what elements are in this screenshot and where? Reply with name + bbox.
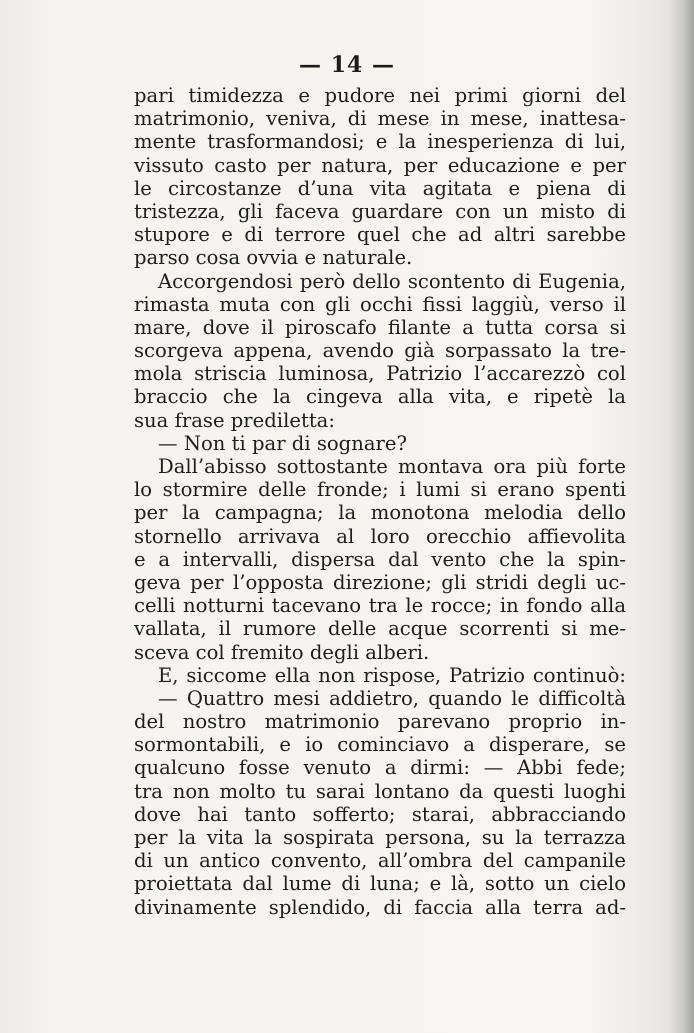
text-line: proiettata dal lume di luna; e là, sotto un cielo (134, 872, 626, 896)
text-line: celli notturni tacevano tra le rocce; in fondo alla (134, 594, 626, 618)
text-line: divinamente splendido, di faccia alla terra ad- (134, 895, 626, 919)
text-line: — Quattro mesi addietro, quando le difficoltà (158, 686, 626, 710)
text-line: per la campagna; la monotona melodia dello (134, 501, 626, 525)
text-line: qualcuno fosse venuto a dirmi: — Abbi fede; (134, 756, 626, 780)
text-line: lo stormire delle fronde; i lumi si erano spenti (134, 478, 626, 502)
text-line: per la vita la sospirata persona, su la terrazza (134, 826, 626, 849)
text-line: tra non molto tu sarai lontano da questi luoghi (134, 779, 626, 803)
text-line: mare, dove il piroscafo filante a tutta corsa si (134, 315, 626, 339)
text-line: parso cosa ovvia e naturale. (134, 246, 413, 270)
text-line: mola striscia luminosa, Patrizio l’accarezzò col (134, 362, 626, 386)
text-line: geva per l’opposta direzione; gli stridi degli uc- (134, 570, 626, 594)
text-line: stupore e di terrore quel che ad altri sarebbe (134, 223, 626, 247)
page-number: — 14 — (299, 52, 395, 78)
text-line: di un antico convento, all’ombra del campanile (134, 849, 626, 873)
text-line: mente trasformandosi; e la inesperienza di lui, (134, 130, 626, 154)
text-line: e a intervalli, dispersa dal vento che la spin- (134, 547, 626, 571)
text-line: Accorgendosi però dello scontento di Eugenia, (158, 269, 626, 293)
text-line: del nostro matrimonio parevano proprio in- (134, 710, 626, 734)
body-text (134, 84, 626, 919)
text-line: stornello arrivava al loro orecchio affievolita (134, 524, 626, 548)
text-line: braccio che la cingeva alla vita, e ripetè la (134, 385, 626, 409)
text-line: sua frase prediletta: (134, 408, 335, 432)
text-line: le circostanze d’una vita agitata e piena di (134, 176, 626, 200)
text-line: dove hai tanto sofferto; starai, abbracciando (134, 802, 626, 826)
text-line: rimasta muta con gli occhi fissi laggiù, verso il (134, 292, 626, 316)
text-line: pari timidezza e pudore nei primi giorni del (134, 84, 626, 107)
text-line: E, siccome ella non rispose, Patrizio continuò: (158, 663, 626, 687)
text-line: matrimonio, veniva, di mese in mese, inattesa- (134, 107, 626, 131)
text-line: sormontabili, e io cominciavo a disperare, se (134, 733, 626, 757)
text-line: vallata, il rumore delle acque scorrenti si me- (134, 617, 626, 641)
page-gutter-shadow (668, 0, 694, 1033)
text-line: — Non ti par di sognare? (158, 431, 407, 455)
text-line: Dall’abisso sottostante montava ora più forte (158, 455, 626, 478)
text-line: sceva col fremito degli alberi. (134, 640, 430, 664)
text-line: scorgeva appena, avendo già sorpassato la tre- (134, 339, 626, 363)
text-line: vissuto casto per natura, per educazione e per (134, 153, 626, 177)
text-line: tristezza, gli faceva guardare con un misto di (134, 199, 626, 223)
